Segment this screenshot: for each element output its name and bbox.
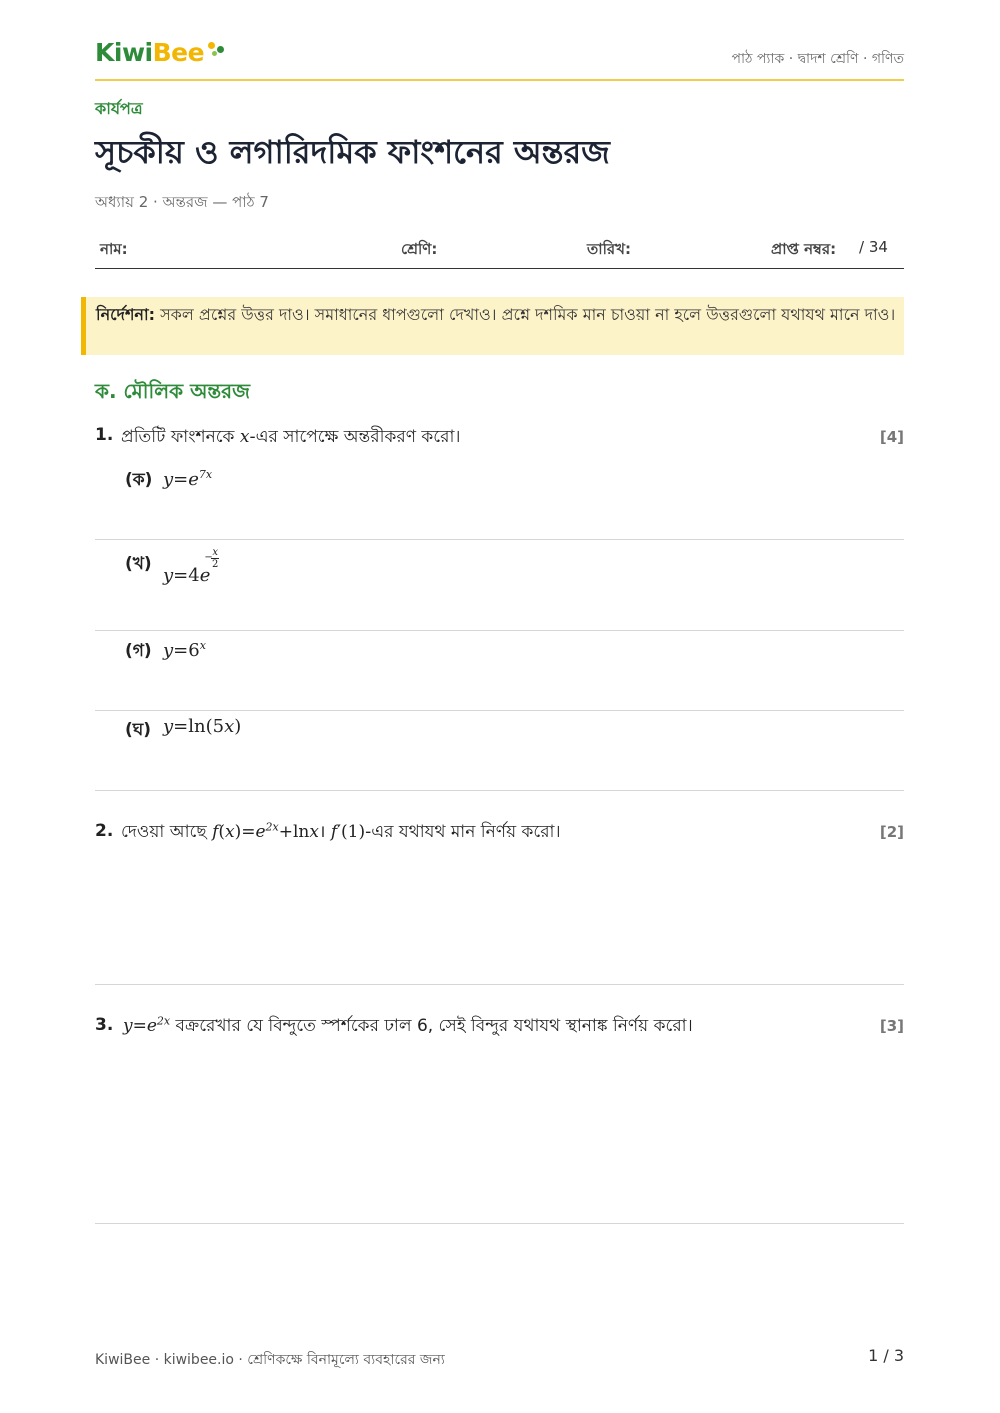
question-1-text: প্রতিটি ফাংশনকে x-এর সাপেক্ষে অন্তরীকরণ করো।	[121, 427, 461, 447]
question-3-text: $y=e^{2x}$ বক্ররেখার যে বিন্দুতে স্পর্শকের ঢাল 6, সেই বিন্দুর যথাযথ স্থানাঙ্ক নির্ণয় করো।	[123, 1014, 693, 1036]
page-subtitle: অধ্যায় 2 · অন্তরজ — পাঠ 7	[95, 193, 269, 211]
date-field-label: তারিখ:	[587, 240, 631, 258]
worksheet-page	[95, 0, 904, 1413]
logo-kiwi-text: Kiwi	[95, 38, 153, 67]
instructions-box	[81, 297, 904, 355]
header-divider	[95, 79, 904, 81]
kiwibee-logo	[95, 38, 226, 67]
answer-space-divider	[95, 1223, 904, 1224]
logo-dots-icon	[206, 38, 226, 58]
q1-part-d-label: (ঘ)	[125, 720, 152, 740]
logo-bee-text: Bee	[152, 38, 205, 67]
class-field-label: শ্রেণি:	[401, 240, 438, 258]
q1-part-b-expression: y=4e − x 2	[163, 547, 219, 586]
name-field-label: নাম:	[100, 240, 128, 258]
answer-space-divider	[95, 630, 904, 631]
q1-part-a-label: (ক)	[125, 470, 153, 490]
q1-part-c-expression: $y=6^x$	[163, 639, 206, 661]
header-meta: পাঠ প্যাক · দ্বাদশ শ্রেণি · গণিত	[731, 51, 904, 67]
section-heading-a: ক. মৌলিক অন্তরজ	[95, 379, 251, 403]
page-number: 1 / 3	[868, 1346, 904, 1365]
question-1-marks: [4]	[879, 428, 904, 446]
q1-part-b-label: (খ)	[125, 554, 152, 574]
answer-space-divider	[95, 984, 904, 985]
page-footer: KiwiBee · kiwibee.io · শ্রেণিকক্ষে বিনামূল্যে ব্যবহারের জন্য	[95, 1352, 445, 1368]
question-1-number: 1.	[95, 425, 114, 445]
answer-space-divider	[95, 710, 904, 711]
score-total: / 34	[859, 238, 888, 256]
question-2-text: দেওয়া আছে $f(x)=e^{2x}+\ln x।$ f′(1)-এর যথাযথ মান নির্ণয় করো।	[121, 820, 561, 842]
doc-type-label: কার্যপত্র	[95, 99, 143, 118]
question-3-number: 3.	[95, 1015, 114, 1035]
instructions-text: সকল প্রশ্নের উত্তর দাও। সমাধানের ধাপগুলো দেখাও। প্রশ্নে দশমিক মান চাওয়া না হলে উত্তরগুলো যথাযথ মানে দাও।	[155, 305, 896, 324]
answer-space-divider	[95, 539, 904, 540]
instructions-label: নির্দেশনা:	[96, 305, 156, 324]
q1-part-c-label: (গ)	[125, 641, 152, 661]
student-info-row	[95, 234, 904, 269]
question-2-number: 2.	[95, 821, 114, 841]
answer-space-divider	[95, 790, 904, 791]
question-2-marks: [2]	[879, 823, 904, 841]
q1-part-d-expression: y=ln(5x)	[163, 716, 242, 737]
page-title: সূচকীয় ও লগারিদমিক ফাংশনের অন্তরজ	[95, 133, 610, 171]
q1-part-a-expression: $y=e^{7x}$	[163, 468, 213, 490]
question-3-marks: [3]	[879, 1017, 904, 1035]
score-field-label: প্রাপ্ত নম্বর:	[771, 240, 837, 258]
